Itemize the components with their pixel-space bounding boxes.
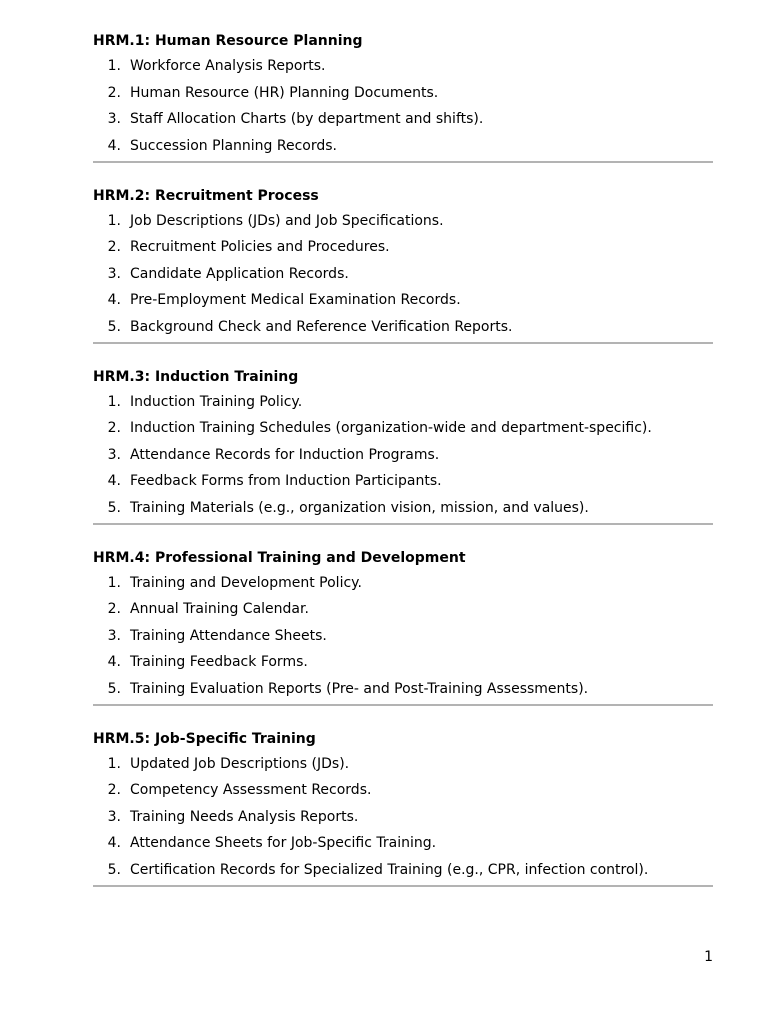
- item-number: 4.: [107, 654, 121, 670]
- item-text: Human Resource (HR) Planning Documents.: [130, 84, 439, 101]
- item-number: 3.: [107, 446, 121, 463]
- list-item: [93, 56, 713, 76]
- section-divider: [93, 704, 713, 706]
- item-text: Induction Training Schedules (organization-wide and department-specific).: [130, 420, 652, 436]
- list-item: [93, 754, 713, 774]
- item-text: Training Feedback Forms.: [130, 654, 308, 670]
- item-number: 4.: [107, 137, 121, 154]
- section-hrm-2: [93, 186, 713, 337]
- item-number: 3.: [107, 627, 121, 644]
- section-hrm-1: [93, 31, 713, 156]
- list-item: [93, 833, 713, 853]
- item-text: Training Materials (e.g., organization vision, mission, and values).: [130, 499, 589, 516]
- item-text: Succession Planning Records.: [130, 137, 338, 154]
- document-page: [93, 31, 713, 910]
- item-number: 5.: [107, 680, 121, 697]
- item-text: Training Attendance Sheets.: [130, 627, 327, 644]
- item-number: 2.: [107, 601, 121, 617]
- section-title: HRM.2: Recruitment Process: [93, 187, 319, 204]
- item-number: 4.: [107, 835, 121, 851]
- item-number: 2.: [107, 84, 121, 101]
- item-text: Workforce Analysis Reports.: [130, 58, 326, 74]
- item-number: 3.: [107, 265, 121, 282]
- item-text: Feedback Forms from Induction Participants.: [130, 473, 442, 489]
- list-item: [93, 136, 713, 156]
- list-item: [93, 807, 713, 827]
- list-item: [93, 392, 713, 412]
- item-number: 1.: [107, 58, 121, 74]
- item-number: 2.: [107, 782, 121, 798]
- item-text: Training and Development Policy.: [130, 574, 362, 591]
- section-title: HRM.3: Induction Training: [93, 368, 299, 385]
- list-item: [93, 471, 713, 491]
- section-title: HRM.4: Professional Training and Development: [93, 549, 466, 566]
- item-text: Certification Records for Specialized Training (e.g., CPR, infection control).: [130, 861, 649, 878]
- item-number: 4.: [107, 292, 121, 308]
- section-title: HRM.1: Human Resource Planning: [93, 33, 363, 49]
- item-text: Competency Assessment Records.: [130, 782, 372, 798]
- list-item: [93, 237, 713, 257]
- section-hrm-3: [93, 367, 713, 518]
- list-item: [93, 83, 713, 103]
- section-item-list: [93, 392, 713, 518]
- item-number: 1.: [107, 212, 121, 229]
- list-item: [93, 652, 713, 672]
- list-item: [93, 626, 713, 646]
- item-number: 5.: [107, 499, 121, 516]
- section-divider: [93, 161, 713, 163]
- item-text: Attendance Sheets for Job-Specific Training.: [130, 835, 437, 851]
- section-item-list: [93, 573, 713, 699]
- section-item-list: [93, 56, 713, 156]
- item-text: Updated Job Descriptions (JDs).: [130, 755, 350, 772]
- item-number: 5.: [107, 861, 121, 878]
- section-item-list: [93, 754, 713, 880]
- list-item: [93, 679, 713, 699]
- list-item: [93, 780, 713, 800]
- list-item: [93, 860, 713, 880]
- item-text: Attendance Records for Induction Programs.: [130, 446, 440, 463]
- item-text: Pre-Employment Medical Examination Records.: [130, 292, 461, 308]
- item-number: 3.: [107, 808, 121, 825]
- item-text: Job Descriptions (JDs) and Job Specifications.: [130, 212, 444, 229]
- section-divider: [93, 523, 713, 525]
- item-text: Induction Training Policy.: [130, 393, 303, 410]
- item-number: 1.: [107, 393, 121, 410]
- item-number: 1.: [107, 755, 121, 772]
- item-number: 2.: [107, 420, 121, 436]
- item-text: Background Check and Reference Verification Reports.: [130, 318, 513, 335]
- item-text: Annual Training Calendar.: [130, 601, 309, 617]
- item-text: Staff Allocation Charts (by department and shifts).: [130, 111, 484, 127]
- list-item: [93, 445, 713, 465]
- item-text: Candidate Application Records.: [130, 265, 349, 282]
- list-item: [93, 264, 713, 284]
- section-hrm-4: [93, 548, 713, 699]
- section-divider: [93, 885, 713, 887]
- item-text: Training Needs Analysis Reports.: [130, 808, 359, 825]
- list-item: [93, 573, 713, 593]
- list-item: [93, 290, 713, 310]
- section-item-list: [93, 211, 713, 337]
- section-title: HRM.5: Job-Specific Training: [93, 730, 316, 747]
- item-number: 4.: [107, 473, 121, 489]
- section-hrm-5: [93, 729, 713, 880]
- item-text: Training Evaluation Reports (Pre- and Post-Training Assessments).: [130, 680, 589, 697]
- item-number: 2.: [107, 239, 121, 255]
- item-number: 1.: [107, 574, 121, 591]
- list-item: [93, 211, 713, 231]
- list-item: [93, 317, 713, 337]
- list-item: [93, 498, 713, 518]
- item-number: 5.: [107, 318, 121, 335]
- item-text: Recruitment Policies and Procedures.: [130, 239, 390, 255]
- list-item: [93, 599, 713, 619]
- section-divider: [93, 342, 713, 344]
- item-number: 3.: [107, 111, 121, 127]
- list-item: [93, 109, 713, 129]
- list-item: [93, 418, 713, 438]
- page-number: 1: [704, 949, 713, 965]
